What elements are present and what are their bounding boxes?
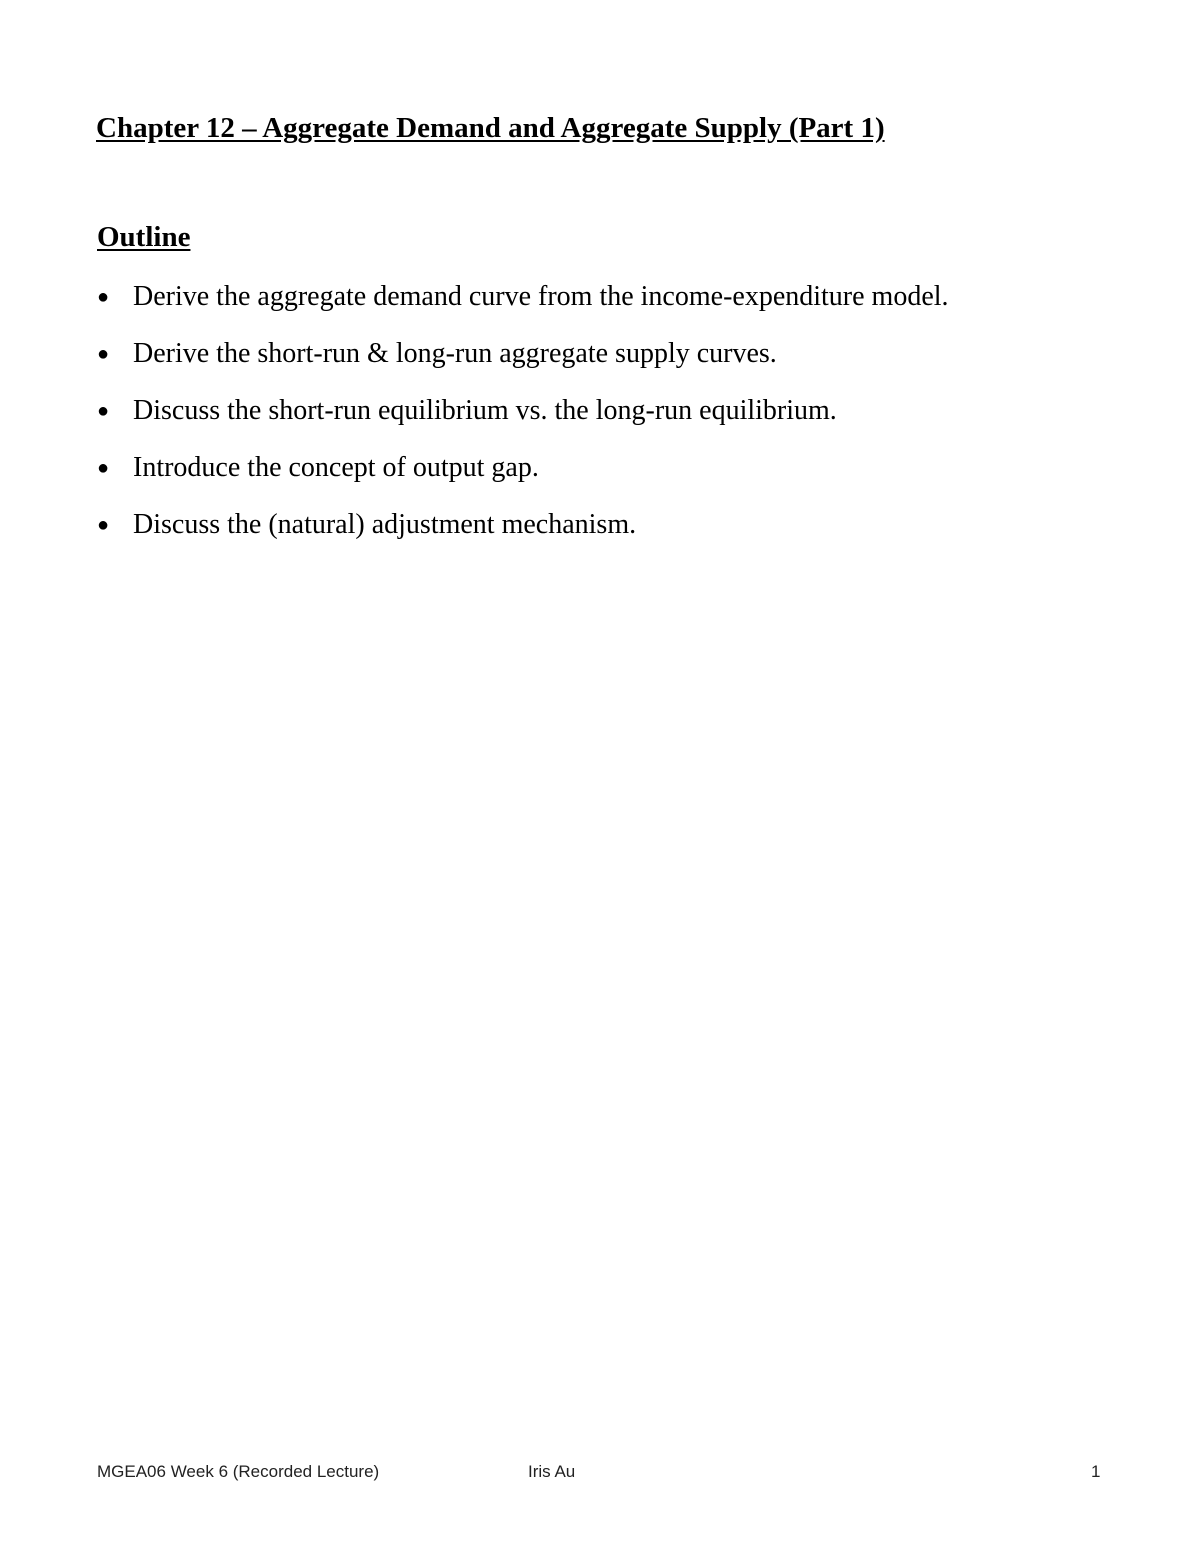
- outline-list: [97, 279, 949, 564]
- page-title: Chapter 12 – Aggregate Demand and Aggregate Supply (Part 1): [96, 112, 885, 144]
- outline-item: [97, 393, 949, 450]
- outline-item: [97, 507, 949, 564]
- outline-item-text: Derive the short-run & long-run aggregate supply curves.: [133, 338, 777, 369]
- footer-course: MGEA06 Week 6 (Recorded Lecture): [97, 1462, 380, 1481]
- bullet-icon: ●: [97, 400, 110, 422]
- outline-item: [97, 336, 949, 393]
- outline-item: [97, 450, 949, 507]
- bullet-icon: ●: [97, 343, 110, 365]
- footer-page-number: 1: [1091, 1462, 1101, 1481]
- bullet-icon: ●: [97, 514, 110, 536]
- outline-item-text: Discuss the short-run equilibrium vs. the long-run equilibrium.: [133, 395, 837, 426]
- outline-item: [97, 279, 949, 336]
- footer-author: Iris Au: [528, 1462, 576, 1481]
- bullet-icon: ●: [97, 286, 110, 308]
- outline-item-text: Introduce the concept of output gap.: [133, 452, 539, 483]
- outline-item-text: Derive the aggregate demand curve from the income-expenditure model.: [133, 281, 949, 312]
- outline-item-text: Discuss the (natural) adjustment mechanism.: [133, 509, 637, 540]
- outline-heading: Outline: [97, 221, 191, 253]
- bullet-icon: ●: [97, 457, 110, 479]
